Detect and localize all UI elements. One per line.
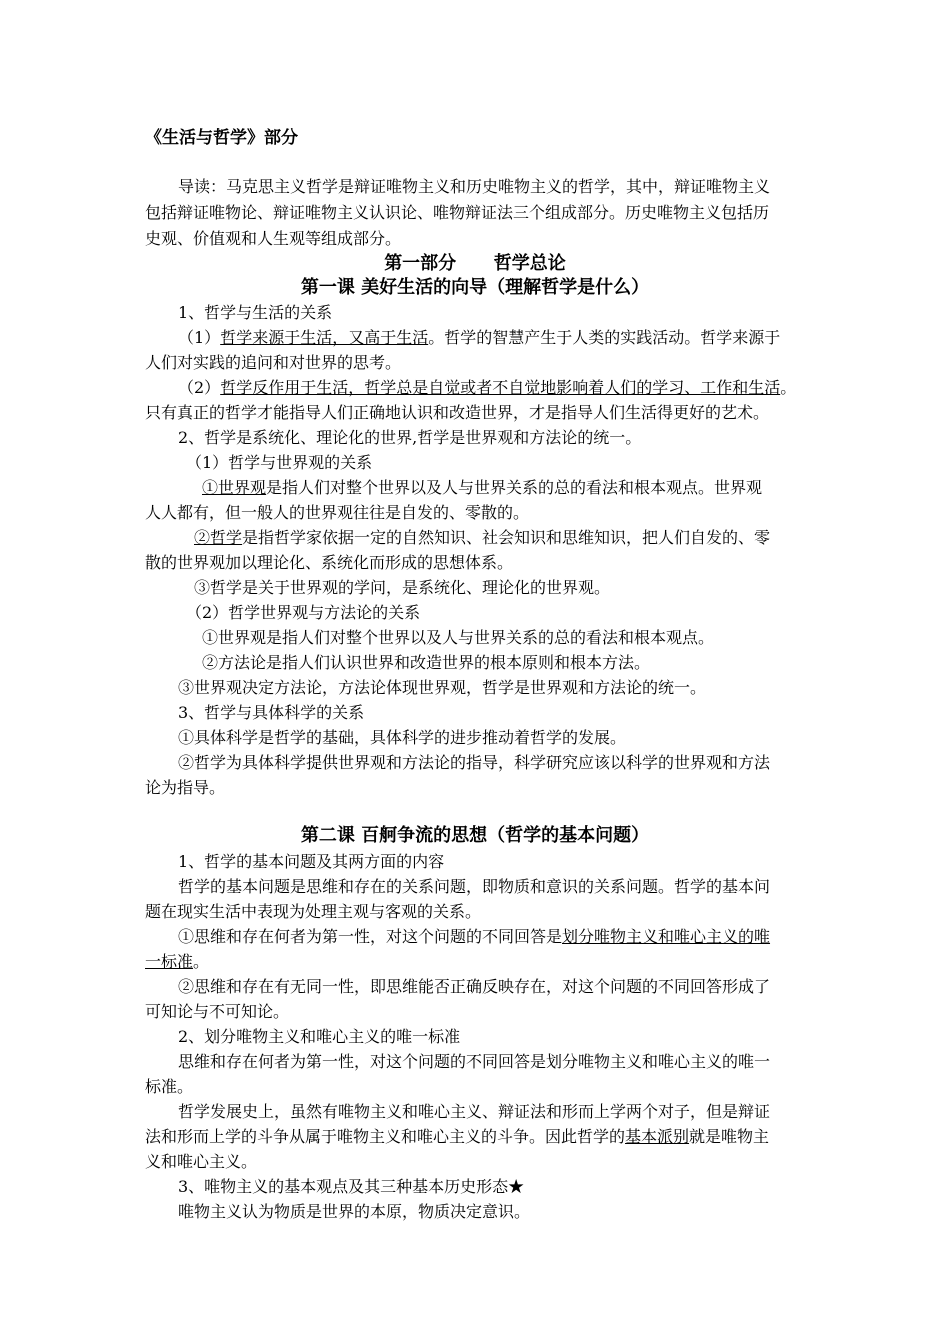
- item-1-underlined: 划分唯物主义和唯心主义的唯: [562, 927, 771, 946]
- lesson2-p3: 哲学发展史上，虽然有唯物主义和唯心主义、辩证法和形而上学两个对子，但是辩证: [178, 1102, 771, 1121]
- p3-line2-text-a: 法和形而上学的斗争从属于唯物主义和唯心主义的斗争。因此哲学的: [145, 1127, 626, 1146]
- lesson1-title: 第一课 美好生活的向导（理解哲学是什么）: [300, 277, 650, 298]
- lesson2-p3-line2: [145, 1127, 769, 1147]
- philosophy-item-2: [194, 528, 770, 548]
- item-1-text: ①思维和存在何者为第一性，对这个问题的不同回答是: [178, 927, 563, 946]
- method-item-1: ①世界观是指人们对整个世界以及人与世界关系的总的看法和根本观点。: [202, 628, 715, 647]
- lesson2-p3-line3: 义和唯心主义。: [145, 1152, 258, 1171]
- p3-line2-text-b: 就是唯物主: [689, 1127, 770, 1146]
- philosophy-item-2-line2: 散的世界观加以理论化、系统化而形成的思想体系。: [145, 553, 514, 572]
- lesson2-section-3: 3、唯物主义的基本观点及其三种基本历史形态★: [178, 1177, 525, 1196]
- document-title: 《生活与哲学》部分: [145, 128, 298, 148]
- lesson2-p4: 唯物主义认为物质是世界的本原，物质决定意识。: [178, 1202, 531, 1221]
- worldview-text: 是指人们对整个世界以及人与世界关系的总的看法和根本观点。世界观: [266, 478, 763, 497]
- lesson1-section-1: 1、哲学与生活的关系: [178, 303, 333, 322]
- lesson2-p2: 思维和存在何者为第一性，对这个问题的不同回答是划分唯物主义和唯心主义的唯一: [178, 1052, 771, 1071]
- lesson1-p2-line2: 只有真正的哲学才能指导人们正确地认识和改造世界，才是指导人们生活得更好的艺术。: [145, 403, 770, 422]
- lesson1-section-2-2: （2）哲学世界观与方法论的关系: [186, 603, 421, 622]
- basic-question-item-1-line2: [145, 952, 209, 972]
- p2-underlined: 哲学反作用于生活，哲学总是自觉或者不自觉地影响着人们的学习、工作和生活: [220, 378, 781, 397]
- lesson1-section-2-1: （1）哲学与世界观的关系: [186, 453, 373, 472]
- philosophy-item-3: ③哲学是关于世界观的学问，是系统化、理论化的世界观。: [194, 578, 611, 597]
- p2-prefix: （2）: [178, 378, 221, 397]
- method-item-2: ②方法论是指人们认识世界和改造世界的根本原则和根本方法。: [202, 653, 651, 672]
- lesson2-p1: 哲学的基本问题是思维和存在的关系问题，即物质和意识的关系问题。哲学的基本问: [178, 877, 771, 896]
- lesson1-p2: [178, 378, 796, 398]
- philosophy-label: ②哲学: [194, 528, 243, 547]
- science-item-2-line2: 论为指导。: [145, 778, 226, 797]
- p1-underlined: 哲学来源于生活，又高于生活: [220, 328, 429, 347]
- intro-line-1: 导读：马克思主义哲学是辩证唯物主义和历史唯物主义的哲学，其中，辩证唯物主义: [178, 177, 771, 196]
- intro-line-2: 包括辩证唯物论、辩证唯物主义认识论、唯物辩证法三个组成部分。历史唯物主义包括历: [145, 203, 770, 222]
- lesson2-section-1: 1、哲学的基本问题及其两方面的内容: [178, 852, 445, 871]
- method-item-3: ③世界观决定方法论，方法论体现世界观，哲学是世界观和方法论的统一。: [178, 678, 707, 697]
- item-1-line2-underlined: 一标准: [145, 952, 194, 971]
- basic-question-item-2-line2: 可知论与不可知论。: [145, 1002, 290, 1021]
- worldview-item-1: [202, 478, 762, 498]
- basic-question-item-1: [178, 927, 770, 947]
- worldview-item-1-line2: 人人都有，但一般人的世界观往往是自发的、零散的。: [145, 503, 530, 522]
- lesson2-title: 第二课 百舸争流的思想（哲学的基本问题）: [300, 825, 650, 846]
- lesson1-p1-line2: 人们对实践的追问和对世界的思考。: [145, 353, 402, 372]
- part-title: 第一部分 哲学总论: [384, 253, 566, 274]
- science-item-1: ①具体科学是哲学的基础，具体科学的进步推动着哲学的发展。: [178, 728, 627, 747]
- lesson2-p1-line2: 题在现实生活中表现为处理主观与客观的关系。: [145, 902, 482, 921]
- worldview-label: ①世界观: [202, 478, 267, 497]
- p3-line2-underlined: 基本派别: [625, 1127, 690, 1146]
- p2-rest: 。: [780, 378, 797, 397]
- lesson2-p2-line2: 标准。: [145, 1077, 194, 1096]
- philosophy-text: 是指哲学家依据一定的自然知识、社会知识和思维知识，把人们自发的、零: [242, 528, 771, 547]
- lesson2-section-2: 2、划分唯物主义和唯心主义的唯一标准: [178, 1027, 461, 1046]
- lesson1-section-2: 2、哲学是系统化、理论化的世界,哲学是世界观和方法论的统一。: [178, 428, 642, 447]
- p1-prefix: （1）: [178, 328, 221, 347]
- basic-question-item-2: ②思维和存在有无同一性，即思维能否正确反映存在，对这个问题的不同回答形成了: [178, 977, 771, 996]
- science-item-2: ②哲学为具体科学提供世界观和方法论的指导，科学研究应该以科学的世界观和方法: [178, 753, 771, 772]
- p1-rest: 。哲学的智慧产生于人类的实践活动。哲学来源于: [428, 328, 781, 347]
- lesson1-p1: [178, 328, 780, 348]
- lesson1-section-3: 3、哲学与具体科学的关系: [178, 703, 365, 722]
- intro-line-3: 史观、价值观和人生观等组成部分。: [145, 229, 402, 248]
- item-1-line2-rest: 。: [193, 952, 210, 971]
